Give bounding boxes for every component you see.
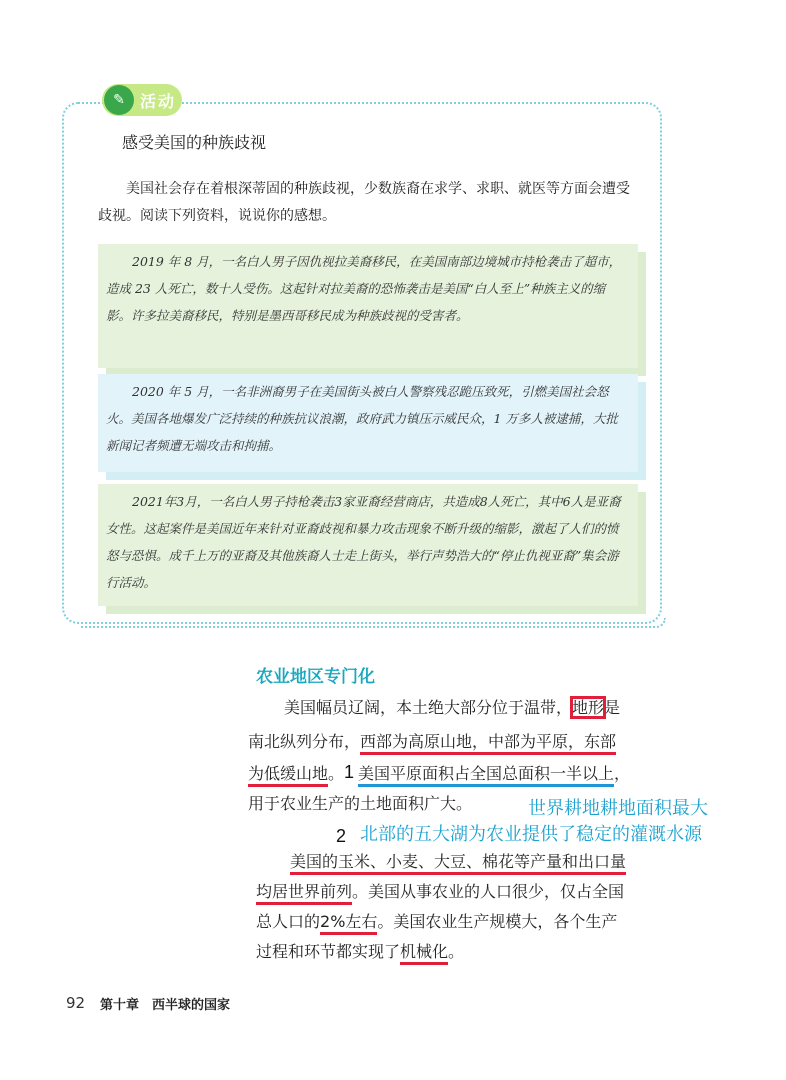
material-card-2019: 2019 年 8 月，一名白人男子因仇视拉美裔移民，在美国南部边境城市持枪袭击了超市，造成 23 人死亡，数十人受伤。这起针对拉美裔的恐怖袭击是美国“白人至上”种族主义的缩影。许多拉美裔移民，特别是墨西哥移民成为种族歧视的受害者。 [98,244,638,368]
annotation-note-great-lakes: 北部的五大湖为农业提供了稳定的灌溉水源 [360,824,702,844]
highlight-plains-area: 美国平原面积占全国总面积一半以上 [358,764,614,787]
paragraph1-line3 [248,758,630,789]
annotation-number-1: 1 [344,762,355,782]
text-span: 。 [448,942,465,961]
highlight-mechanization: 机械化 [400,942,448,965]
text-span: ， [614,764,631,783]
annotation-number-2: 2 [336,826,347,846]
text-span: 总人口的 [256,912,321,931]
annotation-note-farmland: 世界耕地耕地面积最大 [528,798,708,818]
paragraph1-line4: 用于农业生产的土地面积广大。 [248,794,473,813]
activity-badge-label: 活动 [140,91,177,111]
highlight-terrain-box: 地形 [572,698,605,717]
highlight-low-mountains: 为低缓山地 [248,764,328,787]
paragraph1-line1 [284,692,620,723]
paragraph2-line3 [256,906,617,937]
activity-badge [102,84,182,116]
text-span: 南北纵列分布， [248,732,361,751]
chapter-title: 第十章 西半球的国家 [100,998,231,1013]
highlight-world-top: 均居世界前列 [256,882,352,905]
paragraph1-line2 [248,726,616,757]
section-title: 农业地区专门化 [256,667,375,687]
material-card-2020: 2020 年 5 月，一名非洲裔男子在美国街头被白人警察残忍跪压致死，引燃美国社会怒火。美国各地爆发广泛持续的种族抗议浪潮，政府武力镇压示威民众，1 万多人被逮捕，大批新闻记者频遭无端攻击和拘捕。 [98,374,638,472]
paragraph2-line1 [290,846,626,877]
activity-frame-shadow [80,618,666,628]
text-span: 过程和环节都实现了 [256,942,401,961]
text-span: 是 [604,698,621,717]
text-span: 美国幅员辽阔，本土绝大部分位于温带， [284,698,573,717]
page-number: 92 [66,994,86,1012]
material-card-2021: 2021年3月，一名白人男子持枪袭击3家亚裔经营商店，共造成8人死亡，其中6人是亚裔女性。这起案件是美国近年来针对亚裔歧视和暴力攻击现象不断升级的缩影，激起了人们的愤怒与恐惧。成千上万的亚裔及其他族裔人士走上街头，举行声势浩大的“停止仇视亚裔”集会游行活动。 [98,484,638,606]
activity-intro: 美国社会存在着根深蒂固的种族歧视，少数族裔在求学、求职、就医等方面会遭受歧视。阅读下列资料，说说你的感想。 [98,181,630,224]
highlight-crops-output: 美国的玉米、小麦、大豆、棉花等产量和出口量 [290,852,626,875]
paragraph2-line4 [256,936,464,967]
highlight-west-central-east: 西部为高原山地，中部为平原，东部 [360,732,616,755]
text-span: 。美国农业生产规模大，各个生产 [377,912,618,931]
pencil-icon: ✎ [104,85,134,115]
activity-title: 感受美国的种族歧视 [122,133,267,152]
paragraph2-line2 [256,876,624,907]
text-span: 。美国从事农业的人口很少，仅占全国 [352,882,625,901]
text-span: 。 [328,764,345,783]
highlight-two-percent: 2%左右 [320,912,377,935]
